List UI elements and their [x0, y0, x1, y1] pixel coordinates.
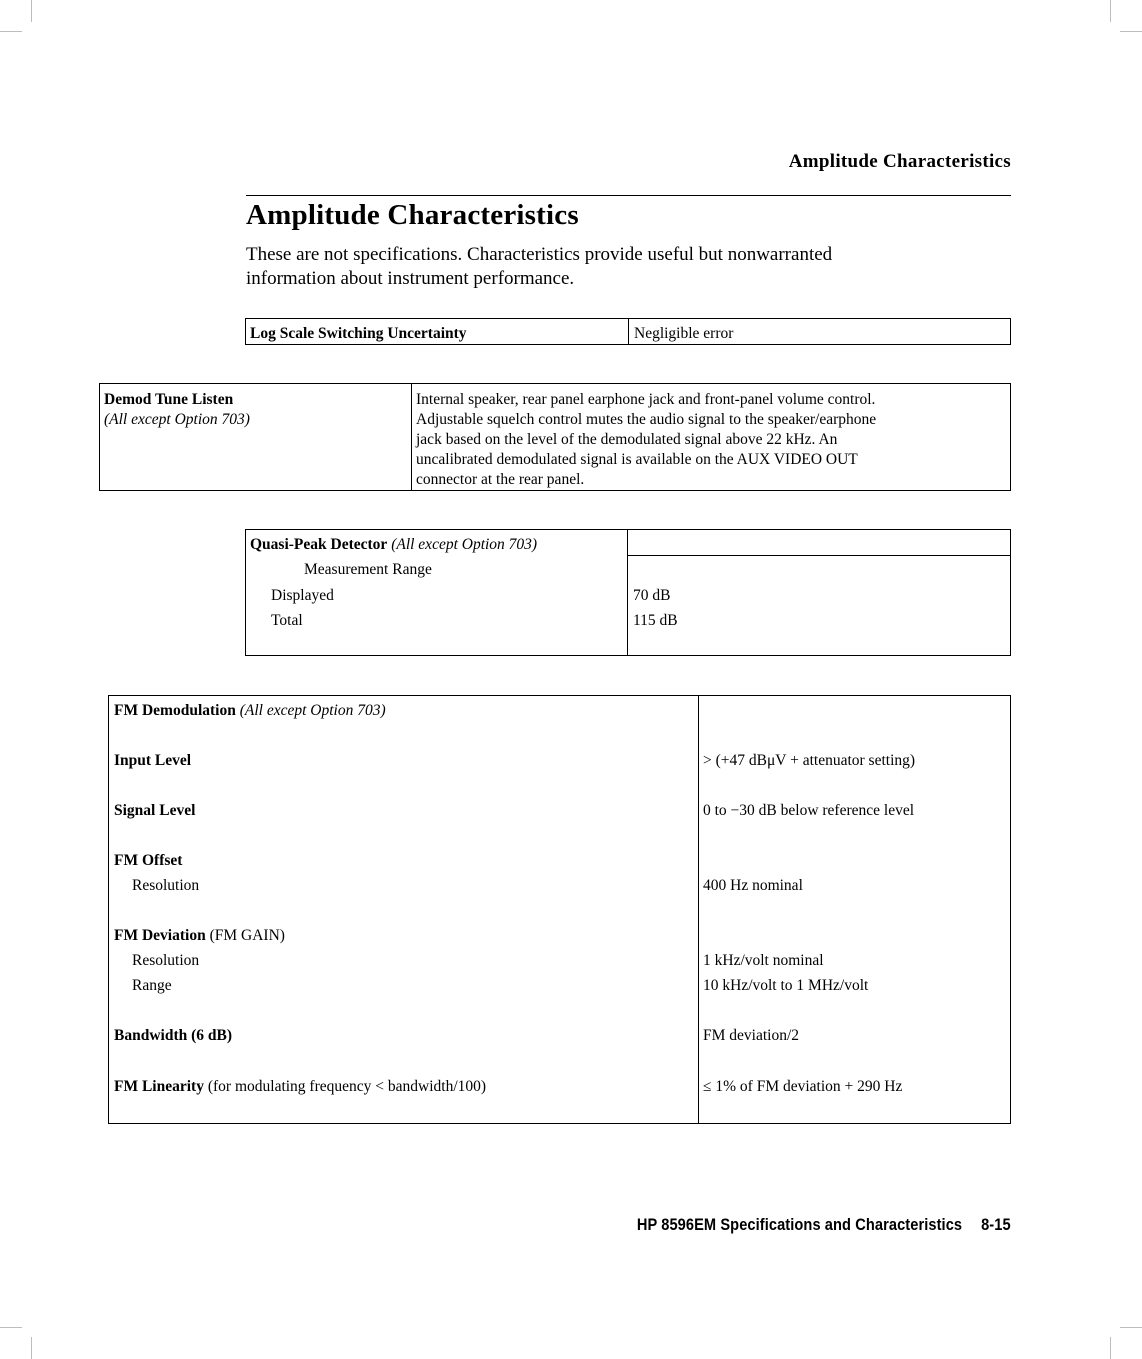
crop-mark [1120, 31, 1142, 32]
demod-label: Demod Tune Listen [104, 391, 234, 408]
signal-level-value: 0 to −30 dB below reference level [703, 802, 915, 819]
deviation-resolution-value: 1 kHz/volt nominal [703, 952, 824, 969]
demod-tune-listen-table [99, 383, 1011, 491]
column-divider [627, 530, 628, 655]
demod-line: Internal speaker, rear panel earphone jack and front-panel volume control. [416, 391, 876, 408]
intro-line: These are not specifications. Characteristics provide useful but nonwarranted [246, 244, 833, 265]
crop-mark [1110, 0, 1111, 22]
fm-title-option: (All except Option 703) [239, 702, 386, 719]
fm-demodulation-table [108, 695, 1011, 1124]
quasi-peak-option: (All except Option 703) [391, 536, 538, 553]
fm-deviation-label: FM Deviation [114, 927, 206, 944]
fm-title [114, 701, 386, 721]
crop-mark [0, 31, 22, 32]
intro-line: information about instrument performance. [246, 268, 575, 289]
demod-option: (All except Option 703) [104, 411, 250, 428]
bandwidth-label: Bandwidth (6 dB) [114, 1027, 233, 1044]
column-divider [411, 384, 412, 490]
quasi-peak-table [245, 529, 1011, 656]
total-label: Total [271, 612, 303, 629]
fm-linearity-suffix: (for modulating frequency < bandwidth/100) [207, 1078, 487, 1095]
log-scale-value: Negligible error [634, 325, 734, 342]
measurement-range-label: Measurement Range [304, 561, 432, 578]
crop-mark [31, 1337, 32, 1359]
quasi-peak-label: Quasi-Peak Detector [250, 536, 388, 553]
total-value: 115 dB [633, 612, 678, 629]
footer-title: HP 8596EM Specifications and Characteristics [637, 1215, 963, 1234]
signal-level-label: Signal Level [114, 802, 196, 819]
demod-line: Adjustable squelch control mutes the audio signal to the speaker/earphone [416, 411, 877, 428]
deviation-range-value: 10 kHz/volt to 1 MHz/volt [703, 977, 869, 994]
fm-linearity-value-cell [703, 1077, 902, 1097]
fm-linearity-label: FM Linearity [114, 1078, 204, 1095]
crop-mark [31, 0, 32, 22]
fm-deviation-suffix: (FM GAIN) [209, 927, 285, 944]
input-level-value: > (+47 dBμV + attenuator setting) [703, 752, 916, 769]
page-footer [637, 1215, 1011, 1235]
demod-line: connector at the rear panel. [416, 471, 585, 488]
displayed-label: Displayed [271, 587, 334, 604]
column-divider [698, 696, 699, 1123]
header-rule [246, 195, 1011, 196]
input-level-label: Input Level [114, 752, 192, 769]
less-equal-symbol: ≤ [703, 1078, 712, 1095]
deviation-range-label: Range [132, 977, 172, 994]
offset-resolution-value: 400 Hz nominal [703, 877, 803, 894]
demod-line: uncalibrated demodulated signal is available on the AUX VIDEO OUT [416, 451, 858, 468]
section-title: Amplitude Characteristics [246, 199, 579, 231]
quasi-peak-heading [250, 535, 537, 555]
fm-linearity-value: 1% of FM deviation + 290 Hz [715, 1078, 903, 1095]
fm-deviation-heading [114, 926, 285, 946]
fm-title-label: FM Demodulation [114, 702, 236, 719]
deviation-resolution-label: Resolution [132, 952, 200, 969]
crop-mark [0, 1327, 22, 1328]
crop-mark [1120, 1327, 1142, 1328]
page-number: 8-15 [981, 1215, 1011, 1234]
intro-paragraph [246, 243, 1011, 291]
fm-offset-label: FM Offset [114, 852, 183, 869]
demod-line: jack based on the level of the demodulated signal above 22 kHz. An [416, 431, 838, 448]
log-scale-label: Log Scale Switching Uncertainty [250, 325, 467, 342]
running-head: Amplitude Characteristics [788, 151, 1011, 172]
displayed-value: 70 dB [633, 587, 671, 604]
column-divider [628, 319, 629, 344]
bandwidth-value: FM deviation/2 [703, 1027, 800, 1044]
crop-mark [1110, 1337, 1111, 1359]
fm-linearity-heading [114, 1077, 486, 1097]
log-scale-table [245, 318, 1011, 345]
row-divider [627, 555, 1011, 556]
offset-resolution-label: Resolution [132, 877, 200, 894]
